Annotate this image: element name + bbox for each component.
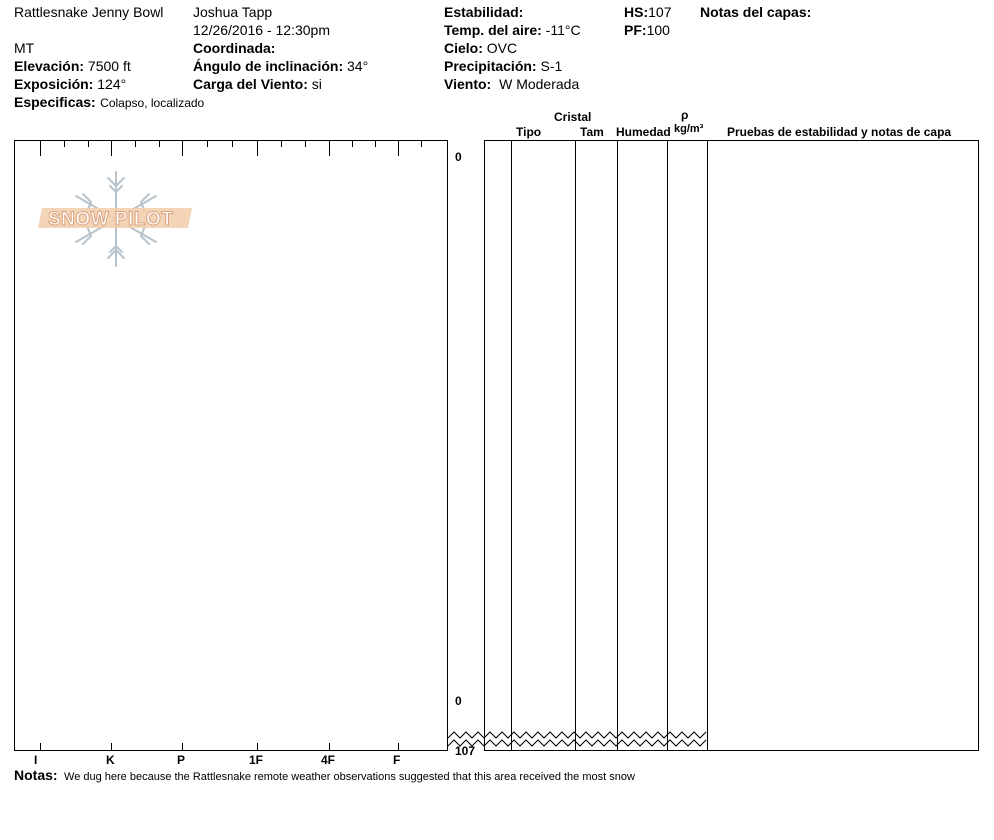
header-size: Tam [580, 125, 604, 139]
aspect-row [14, 77, 126, 91]
hardness-label-fist: I [34, 753, 38, 767]
elevation-value: 7500 ft [87, 58, 131, 74]
air-temp-row [444, 23, 581, 37]
header-moisture: Humedad [616, 125, 671, 139]
state-code: MT [14, 40, 35, 56]
observer-name: Joshua Tapp [193, 4, 273, 20]
slope-label: Ángulo de inclinación: [193, 58, 344, 74]
precip-label: Precipitación: [444, 58, 537, 74]
hardness-label-pencil: P [177, 753, 186, 767]
notes-label: Notas: [14, 767, 58, 783]
header-tests: Pruebas de estabilidad y notas de capa [727, 125, 952, 139]
aspect-label: Exposición: [14, 76, 94, 92]
header-type: Tipo [516, 125, 542, 139]
sky-label: Cielo: [444, 40, 483, 56]
specifics-label: Especificas: [14, 94, 96, 110]
air-temp-label: Temp. del aire: [444, 22, 542, 38]
hardness-label-4finger: 4F [321, 753, 336, 767]
header-rho: ρ [681, 108, 689, 122]
sky-row [444, 41, 517, 55]
header-crystal: Cristal [554, 110, 592, 124]
coordinate-label: Coordinada: [193, 40, 276, 56]
hardness-label-fist2: F [393, 753, 401, 767]
pf-label: PF: [624, 22, 647, 38]
air-temp-value: -11°C [545, 22, 581, 38]
location-name: Rattlesnake Jenny Bowl [14, 4, 164, 20]
hardness-label-knife: K [106, 753, 115, 767]
hardness-label-1finger: 1F [249, 753, 264, 767]
wind-load-value: si [311, 76, 322, 92]
logo-text: SNOW PILOT [48, 209, 174, 230]
pf-row [624, 23, 670, 37]
elevation-label: Elevación: [14, 58, 85, 74]
wind-value: W Moderada [499, 76, 580, 92]
depth-top-label: 0 [455, 150, 462, 164]
slope-row [193, 59, 368, 73]
hs-label: HS: [624, 4, 649, 20]
observation-datetime: 12/26/2016 - 12:30pm [193, 22, 330, 38]
specifics-value: Colapso, localizado [100, 96, 205, 110]
hs-row [624, 5, 671, 19]
hs-value: 107 [648, 4, 672, 20]
snowpilot-logo [36, 170, 196, 270]
precip-value: S-1 [540, 58, 563, 74]
precip-row [444, 59, 562, 73]
pf-value: 100 [646, 22, 670, 38]
wind-row [444, 77, 579, 91]
specifics-row [14, 95, 204, 111]
stability-label: Estabilidad: [444, 4, 524, 20]
slope-value: 34° [347, 58, 369, 74]
notes-row [14, 768, 635, 784]
aspect-value: 124° [97, 76, 127, 92]
layer-notes-label: Notas del capas: [700, 4, 812, 20]
elevation-row [14, 59, 131, 73]
wind-load-label: Carga del Viento: [193, 76, 308, 92]
notes-text: We dug here because the Rattlesnake remote weather observations suggested that this area received the most snow [64, 771, 635, 783]
depth-total-label: 107 [455, 744, 476, 758]
header-density-unit: kg/m³ [674, 123, 704, 135]
depth-bottom-label: 0 [455, 694, 462, 708]
wind-load-row [193, 77, 322, 91]
wind-label: Viento: [444, 76, 492, 92]
sky-value: OVC [486, 40, 518, 56]
